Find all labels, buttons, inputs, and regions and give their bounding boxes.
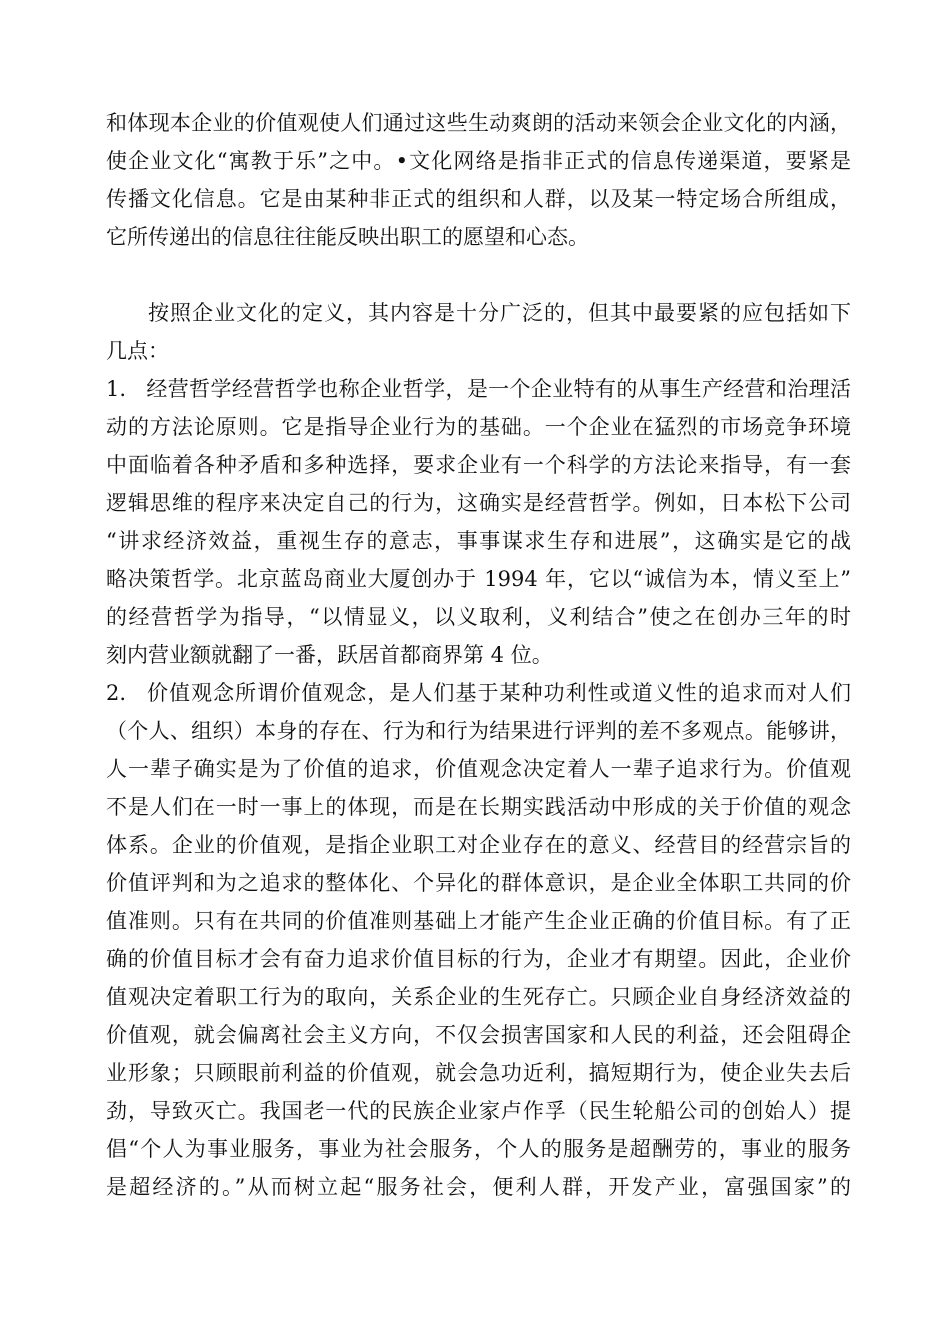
text-line: 逻辑思维的程序来决定自己的行为，这确实是经营哲学。例如，日本松下公司 [106,491,851,515]
text-line: 的经营哲学为指导，“以情显义，以义取利，义利结合”使之在创办三年的时 [106,605,851,629]
text-line: 体系。企业的价值观，是指企业职工对企业存在的意义、经营目的经营宗旨的 [106,833,851,857]
text-line: 和体现本企业的价值观使人们通过这些生动爽朗的活动来领会企业文化的内涵， [106,111,851,135]
text-line: 按照企业文化的定义，其内容是十分广泛的，但其中最要紧的应包括如下 [148,301,851,325]
text-line: 中面临着各种矛盾和多种选择，要求企业有一个科学的方法论来指导，有一套 [106,453,851,477]
text-line: “讲求经济效益，重视生存的意志，事事谋求生存和进展”，这确实是它的战 [106,529,851,553]
text-line: 人一辈子确实是为了价值的追求，价值观念决定着人一辈子追求行为。价值观 [106,757,851,781]
list-number: 2. [106,681,127,705]
text-line: 值准则。只有在共同的价值准则基础上才能产生企业正确的价值目标。有了正 [106,909,851,933]
text-line [106,374,851,404]
text-line: （个人、组织）本身的存在、行为和行为结果进行评判的差不多观点。能够讲， [106,719,851,743]
text-line: 刻内营业额就翻了一番，跃居首都商界第 4 位。 [106,643,553,667]
text-line: 略决策哲学。北京蓝岛商业大厦创办于 1994 年，它以“诚信为本，情义至上” [106,567,851,591]
text-line: 使企业文化“寓教于乐”之中。•文化网络是指非正式的信息传递渠道，要紧是 [106,149,851,173]
text-line [106,678,851,708]
text-line: 劲，导致灭亡。我国老一代的民族企业家卢作孚（民生轮船公司的创始人）提 [106,1099,851,1123]
list-number: 1. [106,377,127,401]
text-line: 它所传递出的信息往往能反映出职工的愿望和心态。 [106,225,589,249]
text-span: 经营哲学经营哲学也称企业哲学，是一个企业特有的从事生产经营和治理活 [146,377,851,401]
text-line: 动的方法论原则。它是指导企业行为的基础。一个企业在猛烈的市场竞争环境 [106,415,851,439]
text-line: 几点： [106,339,169,363]
text-line: 值观决定着职工行为的取向，关系企业的生死存亡。只顾企业自身经济效益的 [106,985,851,1009]
text-line: 不是人们在一时一事上的体现，而是在长期实践活动中形成的关于价值的观念 [106,795,851,819]
text-line: 确的价值目标才会有奋力追求价值目标的行为，企业才有期望。因此，企业价 [106,947,851,971]
text-line: 是超经济的。”从而树立起“服务社会，便利人群，开发产业，富强国家”的 [106,1175,851,1199]
text-line: 倡“个人为事业服务，事业为社会服务，个人的服务是超酬劳的，事业的服务 [106,1137,851,1161]
text-line: 价值观，就会偏离社会主义方向，不仅会损害国家和人民的利益，还会阻碍企 [106,1023,851,1047]
text-line: 传播文化信息。它是由某种非正式的组织和人群，以及某一特定场合所组成， [106,187,851,211]
text-line: 价值评判和为之追求的整体化、个异化的群体意识，是企业全体职工共同的价 [106,871,851,895]
text-line: 业形象；只顾眼前利益的价值观，就会急功近利，搞短期行为，使企业失去后 [106,1061,851,1085]
text-span: 价值观念所谓价值观念，是人们基于某种功利性或道义性的追求而对人们 [146,681,851,705]
